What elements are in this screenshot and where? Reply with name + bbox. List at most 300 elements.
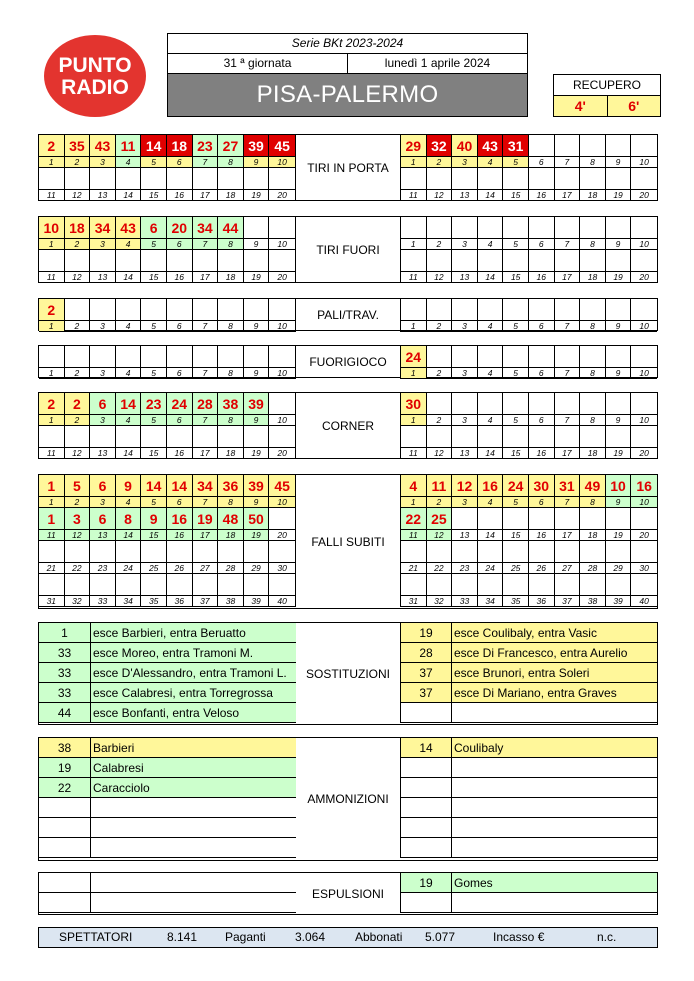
stat-minute-value: 39 bbox=[244, 475, 270, 497]
stat-minute-value bbox=[478, 426, 504, 448]
stat-minute-value bbox=[116, 574, 142, 596]
slot-number: 1 bbox=[39, 497, 65, 508]
stat-minute-value bbox=[631, 299, 657, 321]
event-description bbox=[91, 798, 296, 818]
slot-number: 9 bbox=[244, 368, 270, 379]
stat-minute-value: 35 bbox=[65, 135, 91, 157]
slot-number: 27 bbox=[555, 563, 581, 574]
tiri-fuori-home-grid bbox=[39, 217, 296, 283]
slot-number: 1 bbox=[39, 157, 65, 168]
stat-minute-value: 6 bbox=[90, 393, 116, 415]
stat-minute-value bbox=[529, 168, 555, 190]
stat-minute-value: 11 bbox=[427, 475, 453, 497]
slot-number: 25 bbox=[141, 563, 167, 574]
slot-number: 27 bbox=[193, 563, 219, 574]
stat-minute-value bbox=[141, 541, 167, 563]
stat-minute-value bbox=[39, 250, 65, 272]
slot-number: 9 bbox=[606, 497, 632, 508]
stat-minute-value bbox=[244, 217, 270, 239]
slot-number: 12 bbox=[427, 190, 453, 201]
slot-number: 8 bbox=[218, 239, 244, 250]
stat-minute-value bbox=[631, 346, 657, 368]
slot-number: 16 bbox=[167, 448, 193, 459]
slot-number: 10 bbox=[269, 415, 295, 426]
stat-minute-value bbox=[193, 574, 219, 596]
stat-minute-value bbox=[555, 217, 581, 239]
event-description: esce Di Francesco, entra Aurelio bbox=[452, 643, 657, 663]
slot-number: 1 bbox=[39, 239, 65, 250]
stat-minute-value bbox=[427, 346, 453, 368]
stat-minute-value bbox=[141, 346, 167, 368]
stat-minute-value bbox=[65, 541, 91, 563]
stat-minute-value bbox=[141, 299, 167, 321]
stat-minute-value: 2 bbox=[65, 393, 91, 415]
stat-minute-value bbox=[65, 299, 91, 321]
slot-number: 16 bbox=[529, 448, 555, 459]
stat-minute-value bbox=[631, 135, 657, 157]
slot-number: 3 bbox=[90, 157, 116, 168]
slot-number: 11 bbox=[401, 448, 427, 459]
slot-number: 14 bbox=[116, 530, 142, 541]
stat-minute-value: 27 bbox=[218, 135, 244, 157]
stat-minute-value bbox=[269, 250, 295, 272]
slot-number: 13 bbox=[452, 190, 478, 201]
stat-minute-value: 14 bbox=[116, 393, 142, 415]
slot-number: 35 bbox=[141, 596, 167, 607]
slot-number: 22 bbox=[65, 563, 91, 574]
stat-minute-value bbox=[580, 135, 606, 157]
slot-number: 8 bbox=[218, 157, 244, 168]
stat-minute-value bbox=[555, 393, 581, 415]
stat-minute-value bbox=[580, 393, 606, 415]
slot-number: 16 bbox=[167, 530, 193, 541]
stat-minute-value bbox=[116, 346, 142, 368]
corner-label: CORNER bbox=[321, 418, 374, 433]
stat-minute-value bbox=[606, 346, 632, 368]
slot-number: 36 bbox=[529, 596, 555, 607]
stat-minute-value bbox=[244, 346, 270, 368]
stat-minute-value bbox=[529, 508, 555, 530]
match-header bbox=[167, 33, 528, 117]
stat-minute-value: 3 bbox=[65, 508, 91, 530]
slot-number: 39 bbox=[606, 596, 632, 607]
stat-minute-value bbox=[452, 250, 478, 272]
slot-number: 38 bbox=[218, 596, 244, 607]
slot-number: 1 bbox=[401, 157, 427, 168]
stat-minute-value bbox=[269, 426, 295, 448]
stat-minute-value bbox=[529, 217, 555, 239]
slot-number: 33 bbox=[452, 596, 478, 607]
stat-minute-value: 18 bbox=[65, 217, 91, 239]
stat-minute-value bbox=[269, 393, 295, 415]
stat-minute-value bbox=[269, 541, 295, 563]
stat-minute-value bbox=[116, 299, 142, 321]
stat-minute-value bbox=[478, 217, 504, 239]
stat-minute-value: 38 bbox=[218, 393, 244, 415]
stat-minute-value bbox=[269, 217, 295, 239]
slot-number: 20 bbox=[269, 448, 295, 459]
stat-minute-value: 32 bbox=[427, 135, 453, 157]
stat-minute-value bbox=[529, 135, 555, 157]
recupero-box bbox=[553, 74, 661, 117]
stat-minute-value: 14 bbox=[141, 135, 167, 157]
event-description bbox=[452, 778, 657, 798]
slot-number: 20 bbox=[631, 448, 657, 459]
stat-minute-value bbox=[65, 250, 91, 272]
slot-number: 34 bbox=[116, 596, 142, 607]
slot-number: 3 bbox=[452, 368, 478, 379]
slot-number: 10 bbox=[631, 415, 657, 426]
slot-number: 9 bbox=[606, 415, 632, 426]
stat-minute-value: 8 bbox=[116, 508, 142, 530]
stat-minute-value bbox=[167, 299, 193, 321]
slot-number: 8 bbox=[580, 368, 606, 379]
slot-number: 5 bbox=[503, 368, 529, 379]
slot-number: 21 bbox=[401, 563, 427, 574]
slot-number: 15 bbox=[503, 448, 529, 459]
fuorigioco-home-grid bbox=[39, 346, 296, 379]
sostituzioni-label: SOSTITUZIONI bbox=[306, 666, 390, 681]
slot-number: 3 bbox=[90, 368, 116, 379]
event-minute: 37 bbox=[400, 663, 452, 683]
slot-number: 8 bbox=[580, 157, 606, 168]
stat-minute-value: 34 bbox=[193, 217, 219, 239]
slot-number: 19 bbox=[244, 448, 270, 459]
slot-number: 9 bbox=[244, 497, 270, 508]
stat-minute-value bbox=[503, 217, 529, 239]
stat-minute-value: 1 bbox=[39, 475, 65, 497]
stat-minute-value bbox=[39, 168, 65, 190]
stat-minute-value: 34 bbox=[90, 217, 116, 239]
event-description: esce D'Alessandro, entra Tramoni L. bbox=[91, 663, 296, 683]
stat-minute-value bbox=[529, 574, 555, 596]
logo-line2: RADIO bbox=[61, 76, 129, 99]
slot-number: 6 bbox=[167, 321, 193, 332]
slot-number: 4 bbox=[478, 321, 504, 332]
slot-number: 6 bbox=[529, 239, 555, 250]
slot-number: 17 bbox=[193, 448, 219, 459]
stat-minute-value: 22 bbox=[401, 508, 427, 530]
stat-minute-value bbox=[427, 574, 453, 596]
ammonizioni-home bbox=[39, 738, 296, 858]
stat-minute-value bbox=[503, 250, 529, 272]
stat-minute-value bbox=[606, 393, 632, 415]
slot-number: 4 bbox=[116, 368, 142, 379]
match-date: lunedì 1 aprile 2024 bbox=[384, 56, 491, 70]
slot-number: 5 bbox=[141, 368, 167, 379]
stat-minute-value bbox=[269, 168, 295, 190]
stat-minute-value: 43 bbox=[478, 135, 504, 157]
stat-minute-value bbox=[631, 426, 657, 448]
slot-number: 28 bbox=[218, 563, 244, 574]
slot-number: 15 bbox=[141, 190, 167, 201]
stat-minute-value bbox=[606, 299, 632, 321]
event-minute bbox=[400, 838, 452, 858]
stat-minute-value bbox=[631, 168, 657, 190]
slot-number: 1 bbox=[401, 368, 427, 379]
stat-minute-value: 24 bbox=[401, 346, 427, 368]
stat-minute-value bbox=[478, 250, 504, 272]
slot-number: 12 bbox=[427, 272, 453, 283]
stat-minute-value bbox=[193, 168, 219, 190]
stat-minute-value bbox=[39, 541, 65, 563]
slot-number: 5 bbox=[503, 157, 529, 168]
slot-number: 15 bbox=[503, 190, 529, 201]
stat-minute-value bbox=[478, 541, 504, 563]
slot-number: 5 bbox=[141, 239, 167, 250]
event-minute bbox=[39, 893, 91, 913]
slot-number: 20 bbox=[631, 272, 657, 283]
slot-number: 30 bbox=[631, 563, 657, 574]
slot-number: 9 bbox=[606, 368, 632, 379]
spettatori-label: SPETTATORI bbox=[59, 930, 133, 944]
stat-minute-value bbox=[452, 574, 478, 596]
slot-number: 6 bbox=[167, 157, 193, 168]
stat-minute-value bbox=[218, 426, 244, 448]
spettatori-value: 8.141 bbox=[167, 930, 198, 944]
stat-minute-value bbox=[39, 426, 65, 448]
slot-number: 13 bbox=[90, 530, 116, 541]
stat-minute-value bbox=[555, 508, 581, 530]
slot-number: 2 bbox=[65, 157, 91, 168]
event-description: Coulibaly bbox=[452, 738, 657, 758]
ammonizioni-away bbox=[400, 738, 657, 858]
stat-minute-value bbox=[65, 346, 91, 368]
slot-number: 5 bbox=[141, 321, 167, 332]
stat-minute-value bbox=[503, 508, 529, 530]
slot-number: 23 bbox=[452, 563, 478, 574]
slot-number: 9 bbox=[244, 239, 270, 250]
stat-minute-value bbox=[580, 299, 606, 321]
stat-minute-value bbox=[452, 393, 478, 415]
espulsioni-home bbox=[39, 873, 296, 913]
slot-number: 13 bbox=[452, 272, 478, 283]
slot-number: 3 bbox=[90, 321, 116, 332]
espulsioni-label: ESPULSIONI bbox=[311, 886, 385, 901]
stat-minute-value bbox=[503, 574, 529, 596]
slot-number: 4 bbox=[116, 239, 142, 250]
series-title: Serie BKt 2023-2024 bbox=[168, 34, 527, 54]
slot-number: 4 bbox=[478, 497, 504, 508]
stat-minute-value bbox=[427, 217, 453, 239]
slot-number: 18 bbox=[580, 190, 606, 201]
stat-minute-value bbox=[244, 541, 270, 563]
slot-number: 17 bbox=[193, 530, 219, 541]
slot-number: 19 bbox=[606, 190, 632, 201]
event-minute: 33 bbox=[39, 683, 91, 703]
fuorigioco-label: FUORIGIOCO bbox=[309, 354, 387, 369]
stat-minute-value bbox=[555, 250, 581, 272]
stat-minute-value bbox=[580, 217, 606, 239]
pali-home-grid bbox=[39, 299, 296, 332]
slot-number: 13 bbox=[452, 448, 478, 459]
slot-number: 38 bbox=[580, 596, 606, 607]
slot-number: 9 bbox=[244, 415, 270, 426]
stat-minute-value bbox=[478, 508, 504, 530]
stat-minute-value bbox=[218, 299, 244, 321]
sostituzioni-away bbox=[400, 623, 657, 723]
fuorigioco-section bbox=[38, 345, 658, 378]
slot-number: 7 bbox=[555, 368, 581, 379]
event-minute bbox=[400, 798, 452, 818]
slot-number: 4 bbox=[116, 157, 142, 168]
stat-minute-value: 20 bbox=[167, 217, 193, 239]
event-description: esce Coulibaly, entra Vasic bbox=[452, 623, 657, 643]
slot-number: 3 bbox=[452, 415, 478, 426]
slot-number: 5 bbox=[503, 497, 529, 508]
stat-minute-value: 16 bbox=[631, 475, 657, 497]
slot-number: 4 bbox=[116, 497, 142, 508]
slot-number: 17 bbox=[555, 530, 581, 541]
slot-number: 2 bbox=[65, 239, 91, 250]
falli-home-grid bbox=[39, 475, 296, 607]
slot-number: 11 bbox=[401, 530, 427, 541]
stat-minute-value bbox=[90, 168, 116, 190]
slot-number: 10 bbox=[631, 368, 657, 379]
slot-number: 6 bbox=[167, 368, 193, 379]
slot-number: 3 bbox=[90, 497, 116, 508]
stat-minute-value bbox=[478, 168, 504, 190]
slot-number: 17 bbox=[555, 190, 581, 201]
incasso-value: n.c. bbox=[597, 930, 617, 944]
paganti-value: 3.064 bbox=[295, 930, 326, 944]
stat-minute-value bbox=[401, 574, 427, 596]
slot-number: 2 bbox=[65, 321, 91, 332]
stat-minute-value bbox=[167, 426, 193, 448]
event-minute bbox=[39, 873, 91, 893]
stat-minute-value bbox=[90, 541, 116, 563]
abbonati-label: Abbonati bbox=[355, 930, 403, 944]
slot-number: 2 bbox=[427, 157, 453, 168]
stat-minute-value: 43 bbox=[90, 135, 116, 157]
slot-number: 3 bbox=[452, 321, 478, 332]
slot-number: 5 bbox=[503, 239, 529, 250]
slot-number: 2 bbox=[65, 415, 91, 426]
ammonizioni-label: AMMONIZIONI bbox=[307, 792, 389, 806]
slot-number: 8 bbox=[218, 368, 244, 379]
event-minute: 44 bbox=[39, 703, 91, 723]
event-description: esce Bonfanti, entra Veloso bbox=[91, 703, 296, 723]
slot-number: 17 bbox=[193, 190, 219, 201]
stat-minute-value bbox=[606, 135, 632, 157]
stat-minute-value: 48 bbox=[218, 508, 244, 530]
stat-minute-value bbox=[529, 541, 555, 563]
slot-number: 15 bbox=[141, 448, 167, 459]
stat-minute-value bbox=[427, 541, 453, 563]
stat-minute-value bbox=[218, 168, 244, 190]
slot-number: 6 bbox=[529, 415, 555, 426]
stat-minute-value: 12 bbox=[452, 475, 478, 497]
stat-minute-value bbox=[116, 426, 142, 448]
espulsioni-section bbox=[38, 872, 658, 915]
stat-minute-value bbox=[555, 574, 581, 596]
stat-minute-value: 19 bbox=[193, 508, 219, 530]
event-description bbox=[452, 703, 657, 723]
abbonati-value: 5.077 bbox=[425, 930, 456, 944]
event-description bbox=[452, 838, 657, 858]
stat-minute-value: 28 bbox=[193, 393, 219, 415]
stat-minute-value bbox=[580, 346, 606, 368]
stat-minute-value bbox=[503, 299, 529, 321]
slot-number: 20 bbox=[631, 190, 657, 201]
stat-minute-value bbox=[478, 299, 504, 321]
slot-number: 5 bbox=[503, 415, 529, 426]
slot-number: 37 bbox=[193, 596, 219, 607]
slot-number: 5 bbox=[141, 157, 167, 168]
slot-number: 12 bbox=[65, 190, 91, 201]
event-minute bbox=[39, 818, 91, 838]
stat-minute-value: 23 bbox=[141, 393, 167, 415]
stat-minute-value bbox=[90, 426, 116, 448]
pali-label: PALI/TRAV. bbox=[317, 307, 379, 322]
stat-minute-value bbox=[269, 508, 295, 530]
event-description: esce Brunori, entra Soleri bbox=[452, 663, 657, 683]
ammonizioni-section bbox=[38, 737, 658, 861]
event-description: esce Moreo, entra Tramoni M. bbox=[91, 643, 296, 663]
slot-number: 4 bbox=[478, 157, 504, 168]
stat-minute-value bbox=[478, 346, 504, 368]
stat-minute-value bbox=[401, 299, 427, 321]
stat-minute-value: 2 bbox=[39, 135, 65, 157]
stat-minute-value bbox=[503, 393, 529, 415]
falli-label: FALLI SUBITI bbox=[311, 534, 385, 549]
pali-away-grid bbox=[400, 299, 657, 332]
stat-minute-value bbox=[401, 426, 427, 448]
slot-number: 24 bbox=[478, 563, 504, 574]
stat-minute-value bbox=[580, 250, 606, 272]
stat-minute-value bbox=[631, 574, 657, 596]
stat-minute-value: 44 bbox=[218, 217, 244, 239]
slot-number: 20 bbox=[269, 272, 295, 283]
stat-minute-value bbox=[90, 574, 116, 596]
slot-number: 7 bbox=[193, 321, 219, 332]
stat-minute-value bbox=[401, 217, 427, 239]
stat-minute-value: 25 bbox=[427, 508, 453, 530]
stat-minute-value bbox=[555, 299, 581, 321]
slot-number: 11 bbox=[39, 530, 65, 541]
slot-number: 11 bbox=[401, 190, 427, 201]
slot-number: 18 bbox=[218, 190, 244, 201]
stat-minute-value bbox=[606, 426, 632, 448]
stat-minute-value bbox=[401, 541, 427, 563]
slot-number: 5 bbox=[141, 497, 167, 508]
event-minute bbox=[400, 893, 452, 913]
stat-minute-value bbox=[631, 250, 657, 272]
stat-minute-value bbox=[193, 250, 219, 272]
slot-number: 16 bbox=[529, 530, 555, 541]
slot-number: 19 bbox=[606, 272, 632, 283]
slot-number: 26 bbox=[529, 563, 555, 574]
stat-minute-value: 2 bbox=[39, 393, 65, 415]
slot-number: 33 bbox=[90, 596, 116, 607]
slot-number: 15 bbox=[503, 272, 529, 283]
slot-number: 8 bbox=[580, 239, 606, 250]
stat-minute-value: 40 bbox=[452, 135, 478, 157]
stat-minute-value bbox=[452, 217, 478, 239]
incasso-label: Incasso € bbox=[493, 930, 545, 944]
stat-minute-value: 39 bbox=[244, 135, 270, 157]
stat-minute-value bbox=[141, 426, 167, 448]
stat-minute-value bbox=[65, 168, 91, 190]
stat-minute-value bbox=[193, 426, 219, 448]
stat-minute-value bbox=[218, 541, 244, 563]
stat-minute-value bbox=[218, 250, 244, 272]
stat-minute-value: 34 bbox=[193, 475, 219, 497]
stat-minute-value bbox=[452, 168, 478, 190]
slot-number: 10 bbox=[269, 368, 295, 379]
slot-number: 11 bbox=[39, 448, 65, 459]
slot-number: 9 bbox=[606, 239, 632, 250]
